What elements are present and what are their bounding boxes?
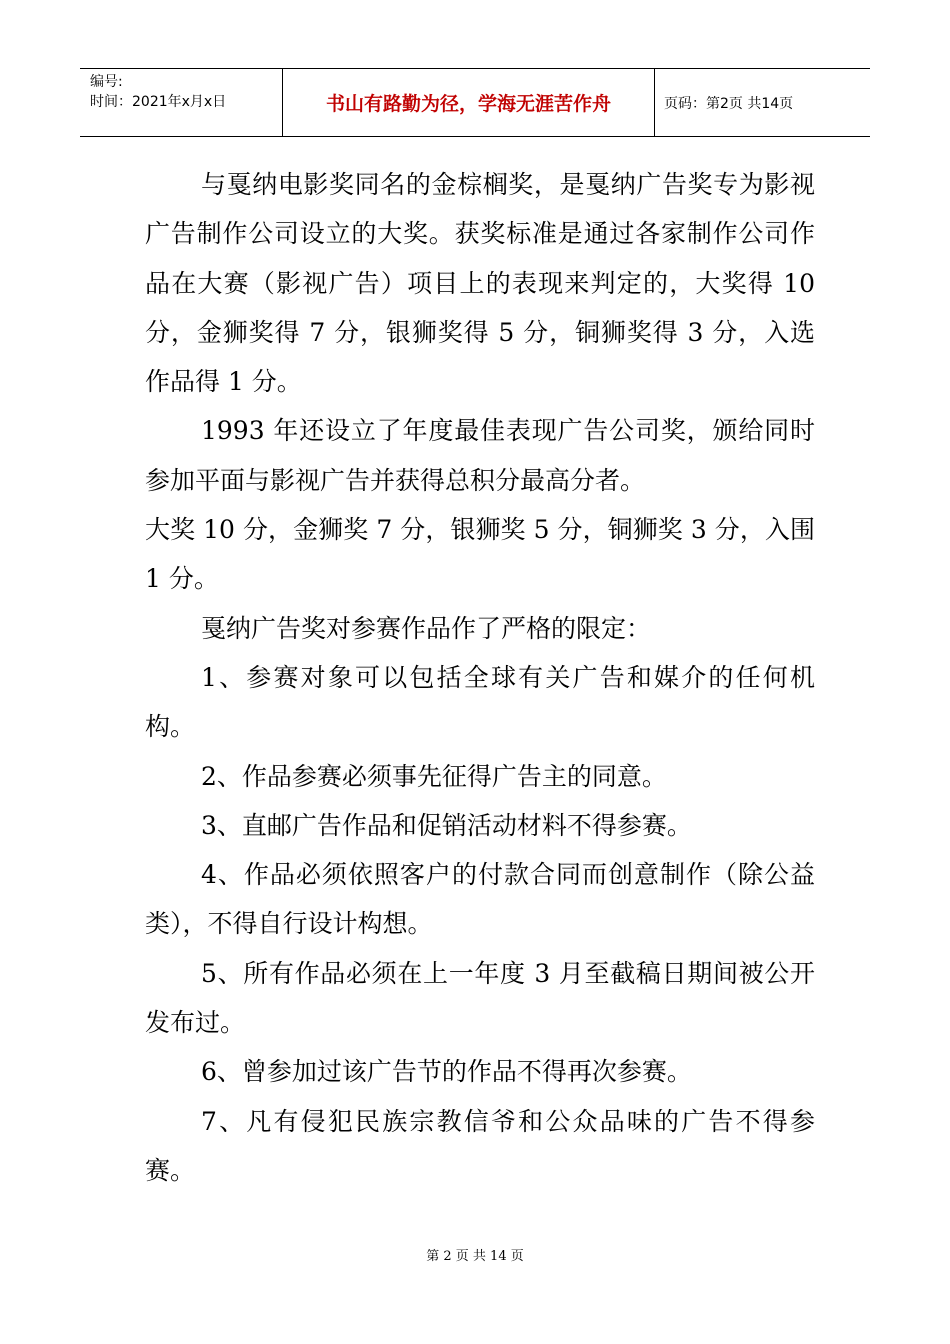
footer-page-number: 第 2 页 共 14 页 — [426, 1249, 524, 1264]
paragraph: 大奖 10 分，金狮奖 7 分，银狮奖 5 分，铜狮奖 3 分，入围 1 分。 — [145, 515, 815, 594]
list-item: 5、所有作品必须在上一年度 3 月至截稿日期间被公开发布过。 — [145, 958, 815, 1038]
list-item: 4、作品必须依照客户的付款合同而创意制作（除公益类），不得自行设计构想。 — [145, 860, 815, 939]
header-page-cell — [655, 69, 870, 136]
list-item: 3、直邮广告作品和促销活动材料不得参赛。 — [201, 810, 692, 840]
paragraph: 1993 年还设立了年度最佳表现广告公司奖，颁给同时参加平面与影视广告并获得总积分最高分者。 — [145, 416, 815, 495]
header-table — [80, 68, 870, 137]
paragraph: 与戛纳电影奖同名的金棕榈奖，是戛纳广告奖专为影视广告制作公司设立的大奖。获奖标准是通过各家制作公司作品在大赛（影视广告）项目上的表现来判定的，大奖得 10 分，金狮奖得 7 分，银狮奖得 5 分，铜狮奖得 3 分，入选作品得 1 分。 — [145, 170, 815, 397]
serial-label: 编号: — [90, 74, 123, 90]
time-label: 时间：2021年x月x日 — [90, 94, 227, 110]
header-meta-cell — [80, 69, 283, 136]
list-item: 6、曾参加过该广告节的作品不得再次参赛。 — [201, 1057, 692, 1087]
document-body — [145, 160, 815, 1195]
list-item: 2、作品参赛必须事先征得广告主的同意。 — [201, 761, 667, 791]
page-footer — [0, 1245, 950, 1264]
motto-text: 书山有路勤为径，学海无涯苦作舟 — [325, 93, 611, 115]
list-item: 1、参赛对象可以包括全球有关广告和媒介的任何机构。 — [145, 662, 815, 742]
list-item: 7、凡有侵犯民族宗教信爷和公众品味的广告不得参赛。 — [145, 1106, 815, 1185]
paragraph: 戛纳广告奖对参赛作品作了严格的限定： — [201, 613, 652, 643]
header-page-label: 页码：第2页 共14页 — [664, 95, 794, 112]
header-motto-cell — [283, 69, 655, 136]
